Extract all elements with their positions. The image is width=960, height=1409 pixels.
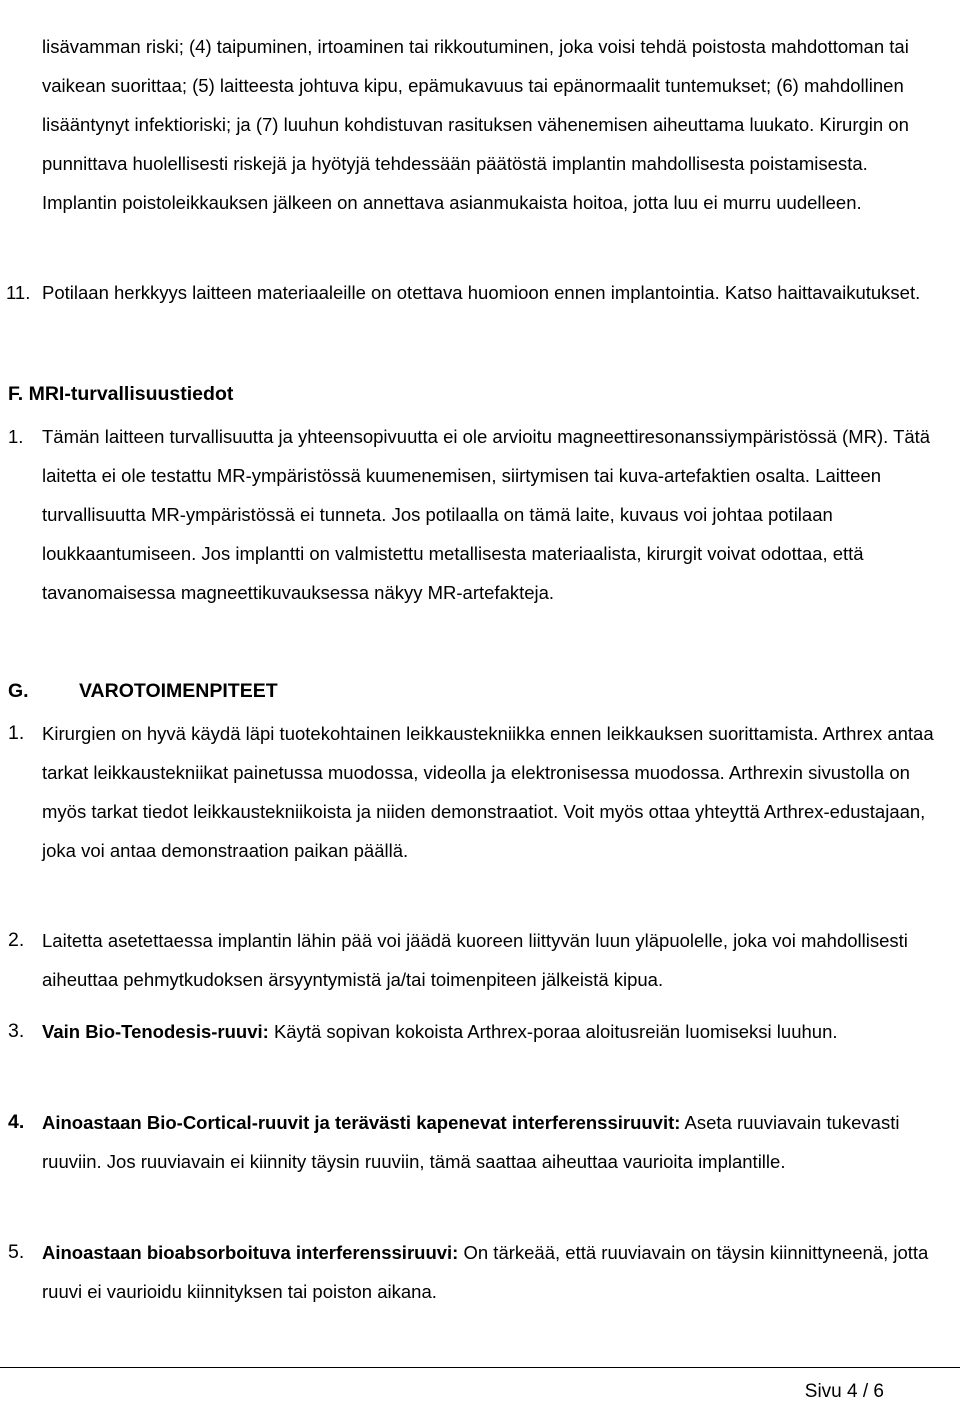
list-item-text: Kirurgien on hyvä käydä läpi tuotekohtainen leikkaustekniikka ennen leikkauksen suorittamista. Arthrex antaa tarkat leikkaustekniikat painetussa muodossa, videolla ja elektronisessa muodossa. Arthrexin sivustolla on myös tarkat tiedot leikkaustekniikoista ja niiden demonstraatiot. Voit myös ottaa yhteyttä Arthrex-edustajaan, joka voi antaa demonstraation paikan päällä. bbox=[42, 723, 934, 861]
list-item-text bbox=[42, 1103, 942, 1181]
list-item-text bbox=[42, 1012, 942, 1051]
list-number: 1. bbox=[8, 426, 24, 447]
item-bold-label: Ainoastaan Bio-Cortical-ruuvit ja terävästi kapenevat interferenssiruuvit: bbox=[42, 1112, 681, 1133]
list-number: 2. bbox=[8, 929, 25, 951]
item-body-text: Käytä sopivan kokoista Arthrex-poraa aloitusreiän luomiseksi luuhun. bbox=[268, 1021, 838, 1042]
section-g-title: VAROTOIMENPITEET bbox=[79, 680, 278, 702]
list-number: 1. bbox=[8, 722, 25, 744]
list-item-text: Laitetta asetettaessa implantin lähin pää voi jäädä kuoreen liittyvän luun yläpuolelle, joka voi mahdollisesti aiheuttaa pehmytkudoksen ärsyyntymistä ja/tai toimenpiteen jälkeistä kipua. bbox=[42, 930, 908, 990]
list-number: 11. bbox=[6, 282, 31, 303]
list-item-text bbox=[42, 1233, 942, 1311]
item-bold-label: Ainoastaan bioabsorboituva interferenssiruuvi: bbox=[42, 1242, 459, 1263]
footer-divider bbox=[0, 1367, 960, 1368]
page-number: Sivu 4 / 6 bbox=[804, 1381, 884, 1402]
list-item-text: Potilaan herkkyys laitteen materiaaleille on otettava huomioon ennen implantointia. Katso haittavaikutukset. bbox=[42, 282, 921, 303]
list-number: 3. bbox=[8, 1020, 25, 1042]
item-bold-label: Vain Bio-Tenodesis-ruuvi: bbox=[42, 1021, 269, 1042]
item-body-text: On tärkeää, että ruuviavain on täysin kiinnittyneenä, jotta ruuvi ei vaurioidu kiinnityksen tai poiston aikana. bbox=[42, 1242, 929, 1302]
item-body-text: Aseta ruuviavain tukevasti ruuviin. Jos ruuviavain ei kiinnity täysin ruuviin, tämä saattaa aiheuttaa vaurioita implantille. bbox=[42, 1112, 900, 1172]
list-number: 4. bbox=[8, 1111, 25, 1133]
continuation-paragraph: lisävamman riski; (4) taipuminen, irtoaminen tai rikkoutuminen, joka voisi tehdä poistosta mahdottoman tai vaikean suorittaa; (5) laitteesta johtuva kipu, epämukavuus tai epänormaalit tuntemukset; (6) mahdollinen lisääntynyt infektioriski; ja (7) luuhun kohdistuvan rasituksen vähenemisen aiheuttama luukato. Kirurgin on punnittava huolellisesti riskejä ja hyötyjä tehdessään päätöstä implantin mahdollisesta poistamisesta. Implantin poistoleikkauksen jälkeen on annettava asianmukaista hoitoa, jotta luu ei murru uudelleen. bbox=[42, 36, 909, 213]
section-f-heading: F. MRI-turvallisuustiedot bbox=[8, 383, 234, 405]
list-number: 5. bbox=[8, 1241, 25, 1263]
list-item-text: Tämän laitteen turvallisuutta ja yhteensopivuutta ei ole arvioitu magneettiresonanssiympäristössä (MR). Tätä laitetta ei ole testattu MR-ympäristössä kuumenemisen, siirtymisen tai kuva-artefaktien osalta. Laitteen turvallisuutta MR-ympäristössä ei tunneta. Jos potilaalla on tämä laite, kuvaus voi johtaa potilaan loukkaantumiseen. Jos implantti on valmistettu metallisesta materiaalista, kirurgit voivat odottaa, että tavanomaisessa magneettikuvauksessa näkyy MR-artefakteja. bbox=[42, 426, 931, 603]
section-g-letter: G. bbox=[8, 680, 29, 702]
